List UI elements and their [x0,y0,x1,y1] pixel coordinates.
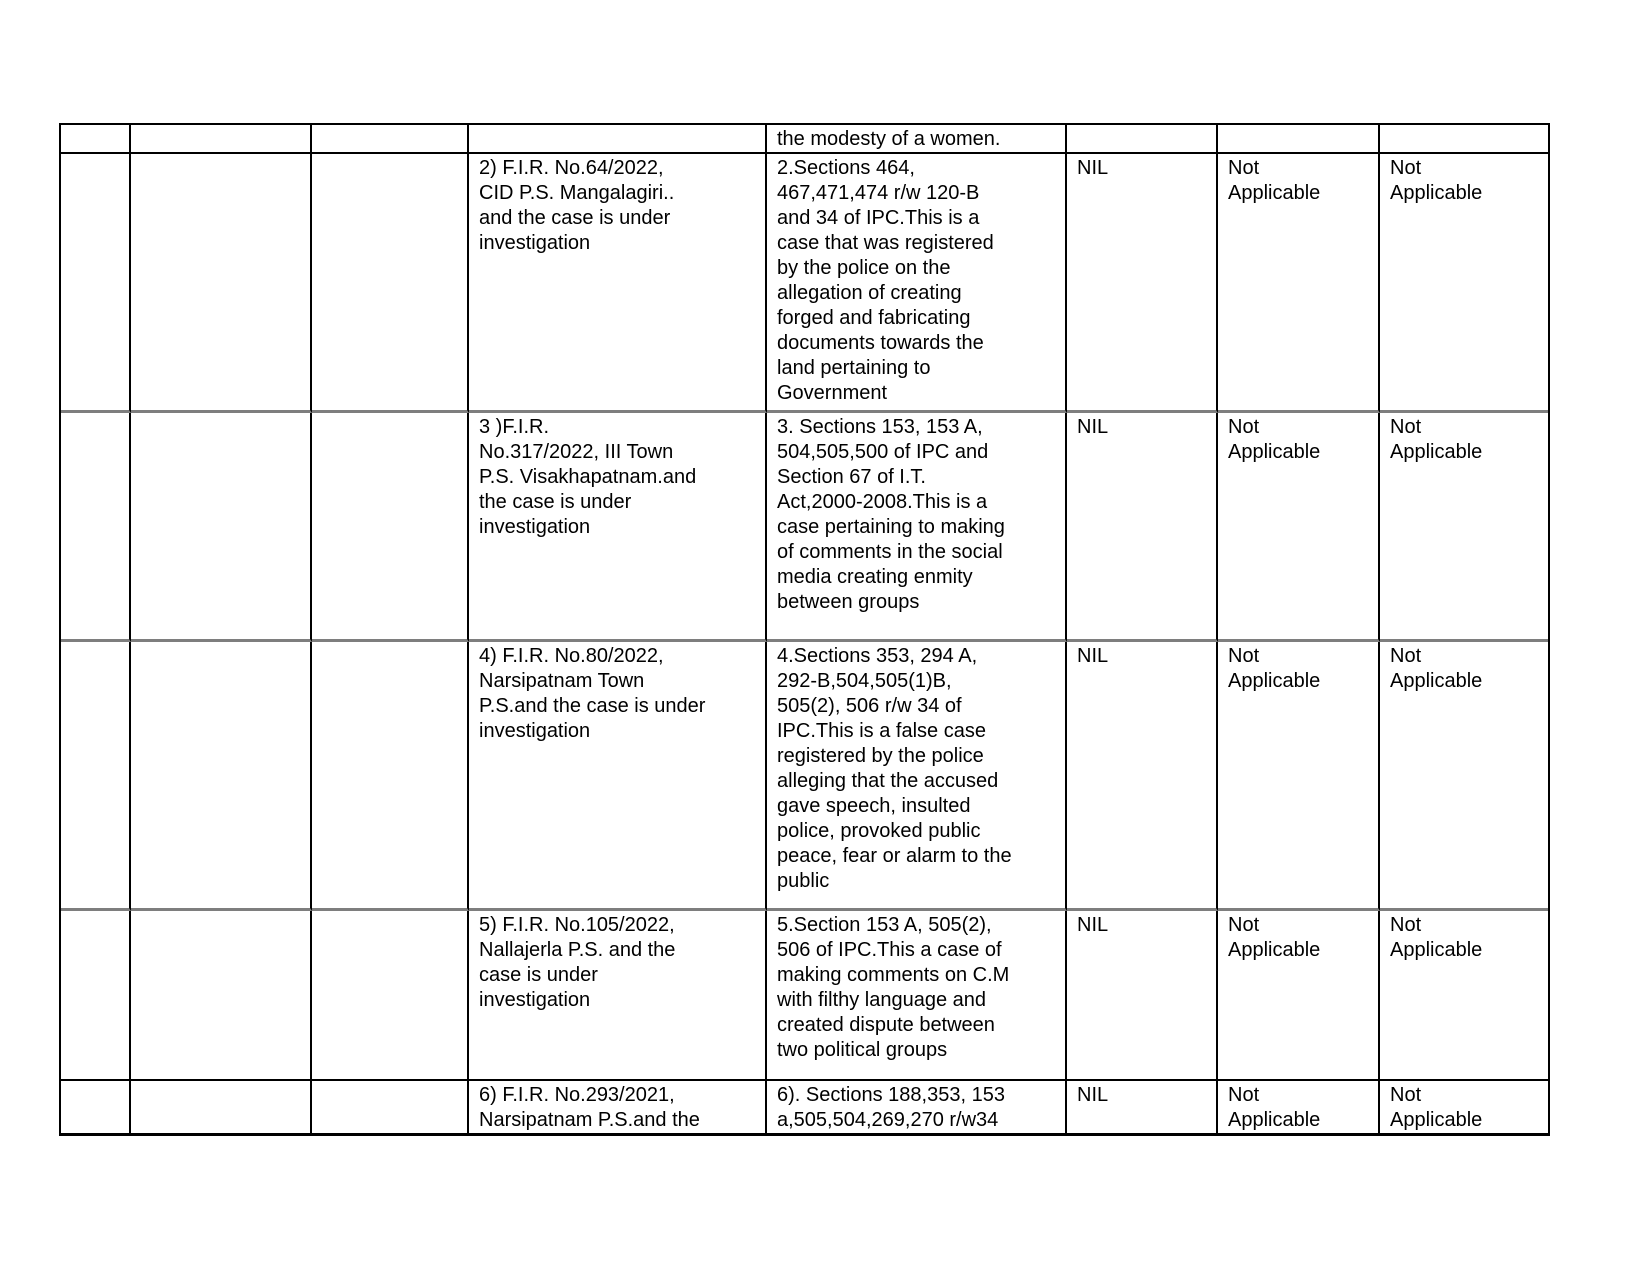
table-cell [131,642,312,911]
status-cell: NIL [1067,1081,1218,1133]
status-cell: Not Applicable [1218,154,1380,413]
table-cell [1218,125,1380,154]
fir-details-cell: 2) F.I.R. No.64/2022, CID P.S. Mangalagiri.. and the case is under investigation [469,154,767,413]
table-cell [131,125,312,154]
table-cell [312,1081,469,1133]
table-cell: the modesty of a women. [767,125,1067,154]
table-cell [61,642,131,911]
table-cell [1380,125,1548,154]
sections-details-cell: 3. Sections 153, 153 A, 504,505,500 of IPC and Section 67 of I.T. Act,2000-2008.This is a case pertaining to making of comments in the social media creating enmity between groups [767,413,1067,642]
table-cell [312,413,469,642]
status-cell: NIL [1067,413,1218,642]
table-cell [61,911,131,1081]
status-cell: Not Applicable [1380,642,1548,911]
status-cell: NIL [1067,911,1218,1081]
status-cell: NIL [1067,154,1218,413]
fir-cases-table [59,123,1550,1136]
status-cell: Not Applicable [1218,413,1380,642]
status-cell: Not Applicable [1380,911,1548,1081]
table-cell [131,413,312,642]
fir-details-cell: 5) F.I.R. No.105/2022, Nallajerla P.S. and the case is under investigation [469,911,767,1081]
sections-details-cell: 4.Sections 353, 294 A, 292-B,504,505(1)B, 505(2), 506 r/w 34 of IPC.This is a false case registered by the police alleging that the accused gave speech, insulted police, provoked public peace, fear or alarm to the public [767,642,1067,911]
status-cell: Not Applicable [1380,154,1548,413]
status-cell: Not Applicable [1380,413,1548,642]
sections-details-cell: 6). Sections 188,353, 153 a,505,504,269,270 r/w34 [767,1081,1067,1133]
table-cell [312,911,469,1081]
table-cell [312,125,469,154]
sections-details-cell: 2.Sections 464, 467,471,474 r/w 120-B and 34 of IPC.This is a case that was registered by the police on the allegation of creating forged and fabricating documents towards the land pertaining to Government [767,154,1067,413]
status-cell: NIL [1067,642,1218,911]
table-cell [1067,125,1218,154]
fir-details-cell: 4) F.I.R. No.80/2022, Narsipatnam Town P.S.and the case is under investigation [469,642,767,911]
status-cell: Not Applicable [1218,911,1380,1081]
fir-details-cell: 6) F.I.R. No.293/2021, Narsipatnam P.S.and the [469,1081,767,1133]
table-cell [131,911,312,1081]
table-cell [61,413,131,642]
status-cell: Not Applicable [1218,642,1380,911]
table-cell [312,642,469,911]
table-cell [61,154,131,413]
table-cell [61,125,131,154]
table-cell [131,1081,312,1133]
table-cell [61,1081,131,1133]
status-cell: Not Applicable [1390,1084,1483,1131]
table-cell [312,154,469,413]
status-cell: Not Applicable [1218,1081,1380,1133]
fir-details-cell: 3 )F.I.R. No.317/2022, III Town P.S. Visakhapatnam.and the case is under investigation [469,413,767,642]
table-cell [469,125,767,154]
table-cell [131,154,312,413]
sections-details-cell: 5.Section 153 A, 505(2), 506 of IPC.This a case of making comments on C.M with filthy language and created dispute between two political groups [767,911,1067,1081]
